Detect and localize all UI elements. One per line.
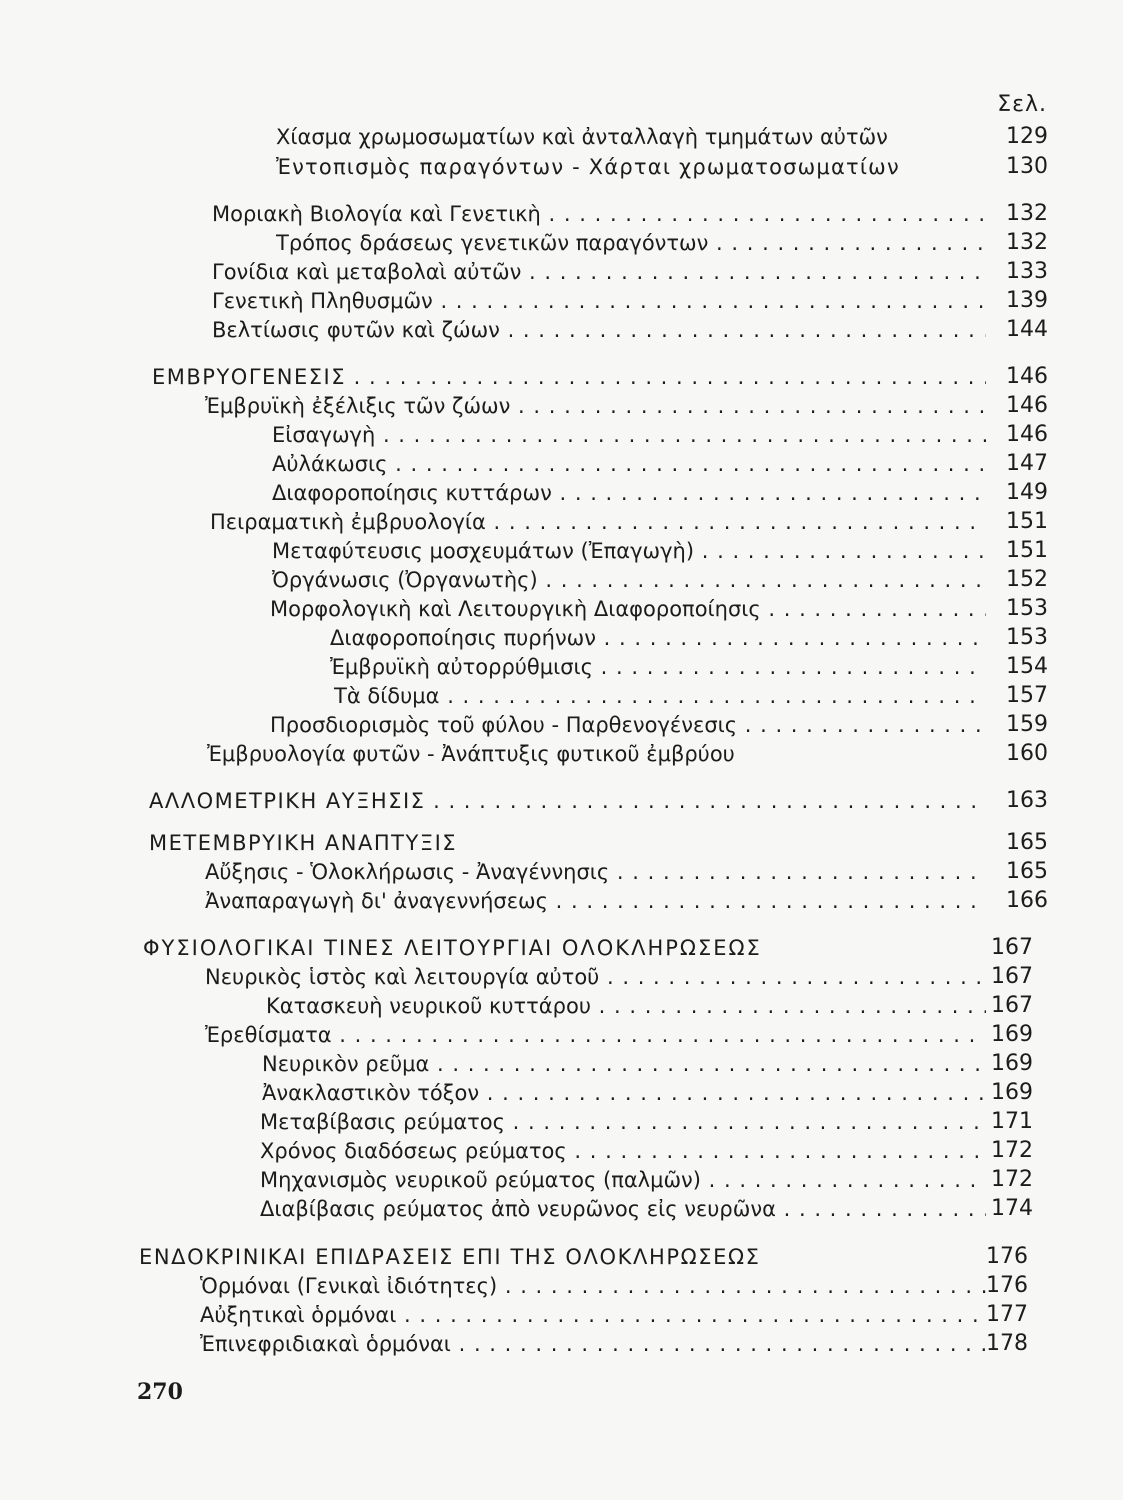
toc-entry-title: Κατασκευὴ νευρικοῦ κυττάρου . . . bbox=[266, 991, 986, 1021]
toc-entry bbox=[0, 991, 1123, 1021]
toc-entry bbox=[0, 507, 1123, 537]
toc-entry-title: Ὁρμόναι (Γενικαὶ ἰδιότητες) . . . bbox=[200, 1271, 986, 1301]
toc-section-title: ΕΝΔΟΚΡΙΝΙΚΑΙ ΕΠΙΔΡΑΣΕΙΣ ΕΠΙ ΤΗΣ ΟΛΟΚΛΗΡΩΣΕΩΣ bbox=[139, 1245, 761, 1269]
toc-entry-page: 151 bbox=[1006, 509, 1048, 534]
toc-entry-page: 144 bbox=[1006, 317, 1048, 342]
toc-entry-title: Αὐλάκωσις . . . bbox=[272, 449, 986, 479]
toc-entry-title: Διαφοροποίησις πυρήνων . . . bbox=[330, 623, 986, 653]
toc-entry-page: 146 bbox=[1006, 422, 1048, 447]
toc-entry-page: 154 bbox=[1006, 654, 1048, 679]
toc-entry-page: 176 bbox=[986, 1244, 1028, 1269]
toc-entry-page: 133 bbox=[1006, 259, 1048, 284]
toc-entry bbox=[0, 652, 1123, 682]
toc-entry-title: Ἐμβρυϊκὴ αὐτορρύθμισις . . . bbox=[330, 652, 986, 682]
toc-entry-page: 172 bbox=[991, 1167, 1033, 1192]
toc-entry-page: 132 bbox=[1006, 201, 1048, 226]
toc-entry bbox=[0, 1165, 1123, 1195]
toc-entry bbox=[0, 1329, 1123, 1359]
page-number: 270 bbox=[137, 1379, 183, 1405]
toc-entry bbox=[0, 449, 1123, 479]
toc-entry-page: 165 bbox=[1006, 830, 1048, 855]
toc-entry-title: Μηχανισμὸς νευρικοῦ ρεύματος (παλμῶν) . . . bbox=[260, 1165, 986, 1195]
toc-section bbox=[0, 828, 1123, 858]
toc-entry-title: Εἰσαγωγὴ . . . bbox=[272, 420, 986, 450]
toc-entry-page: 160 bbox=[1006, 741, 1048, 766]
toc-entry-page: 146 bbox=[1006, 393, 1048, 418]
toc-entry-title: Ἐμβρυολογία φυτῶν - Ἀνάπτυξις φυτικοῦ ἐμβρύου bbox=[207, 742, 735, 766]
toc-entry-title: Τρόπος δράσεως γενετικῶν παραγόντων . . . bbox=[276, 228, 986, 258]
toc-entry-page: 178 bbox=[986, 1331, 1028, 1356]
toc-section-title: ΑΛΛΟΜΕΤΡΙΚΗ ΑΥΞΗΣΙΣ . . . bbox=[149, 786, 986, 816]
toc-entry-page: 153 bbox=[1006, 625, 1048, 650]
page-column-label: Σελ. bbox=[997, 92, 1047, 117]
toc-entry-title: Αὔξησις - Ὁλοκλήρωσις - Ἀναγέννησις . . . bbox=[205, 857, 986, 887]
toc-entry bbox=[0, 1078, 1123, 1108]
toc-entry bbox=[0, 710, 1123, 740]
toc-entry-title: Βελτίωσις φυτῶν καὶ ζώων . . . bbox=[212, 315, 986, 345]
toc-entry-page: 176 bbox=[986, 1273, 1028, 1298]
toc-entry-title: Χίασμα χρωμοσωματίων καὶ ἀνταλλαγὴ τμημάτων αὐτῶν bbox=[276, 125, 888, 149]
toc-entry-title: Προσδιορισμὸς τοῦ φύλου - Παρθενογένεσις . . . bbox=[270, 710, 986, 740]
toc-entry-page: 169 bbox=[991, 1022, 1033, 1047]
toc-entry bbox=[0, 478, 1123, 508]
toc-entry bbox=[0, 315, 1123, 345]
toc-entry-page: 169 bbox=[991, 1051, 1033, 1076]
toc-entry bbox=[0, 199, 1123, 229]
toc-entry-title: Μοριακὴ Βιολογία καὶ Γενετικὴ . . . bbox=[212, 199, 986, 229]
toc-entry-page: 132 bbox=[1006, 230, 1048, 255]
toc-entry-title: Γονίδια καὶ μεταβολαὶ αὐτῶν . . . bbox=[212, 257, 986, 287]
toc-entry-title: Ἐντοπισμὸς παραγόντων - Χάρται χρωματοσωματίων bbox=[276, 155, 900, 179]
toc-section-title: ΦΥΣΙΟΛΟΓΙΚΑΙ ΤΙΝΕΣ ΛΕΙΤΟΥΡΓΙΑΙ ΟΛΟΚΛΗΡΩΣΕΩΣ bbox=[143, 936, 762, 960]
toc-entry-title: Νευρικὸς ἱστὸς καὶ λειτουργία αὐτοῦ . . . bbox=[205, 962, 986, 992]
toc-entry-title: Διαβίβασις ρεύματος ἀπὸ νευρῶνος εἰς νευρῶνα . . . bbox=[260, 1194, 986, 1224]
toc-entry-page: 167 bbox=[991, 993, 1033, 1018]
toc-entry bbox=[0, 536, 1123, 566]
toc-entry-page: 157 bbox=[1006, 683, 1048, 708]
toc-entry-title: Ὀργάνωσις (Ὀργανωτὴς) . . . bbox=[272, 565, 986, 595]
toc-section bbox=[0, 362, 1123, 392]
toc-entry-title: Χρόνος διαδόσεως ρεύματος . . . bbox=[260, 1136, 986, 1166]
toc-entry bbox=[0, 257, 1123, 287]
toc-entry-page: 159 bbox=[1006, 712, 1048, 737]
toc-section-title: ΕΜΒΡΥΟΓΕΝΕΣΙΣ . . . bbox=[152, 362, 986, 392]
toc-entry-title: Αὐξητικαὶ ὁρμόναι . . . bbox=[200, 1300, 986, 1330]
toc-section-title: ΜΕΤΕΜΒΡΥΙΚΗ ΑΝΑΠΤΥΞΙΣ bbox=[149, 831, 458, 855]
toc-entry bbox=[0, 623, 1123, 653]
toc-entry-title: Μεταφύτευσις μοσχευμάτων (Ἐπαγωγὴ) . . . bbox=[272, 536, 986, 566]
toc-entry-page: 171 bbox=[991, 1109, 1033, 1134]
toc-entry-title: Πειραματικὴ ἐμβρυολογία . . . bbox=[210, 507, 986, 537]
toc-entry bbox=[0, 1194, 1123, 1224]
toc-entry bbox=[0, 1049, 1123, 1079]
toc-entry bbox=[0, 1136, 1123, 1166]
toc-entry bbox=[0, 739, 1123, 769]
toc-entry-page: 146 bbox=[1006, 364, 1048, 389]
toc-entry-page: 149 bbox=[1006, 480, 1048, 505]
toc-entry-page: 167 bbox=[991, 935, 1033, 960]
toc-entry bbox=[0, 391, 1123, 421]
toc-entry bbox=[0, 1020, 1123, 1050]
toc-entry-page: 174 bbox=[991, 1196, 1033, 1221]
toc-entry bbox=[0, 1300, 1123, 1330]
toc-entry bbox=[0, 228, 1123, 258]
toc-entry bbox=[0, 1107, 1123, 1137]
toc-entry-title: Τὰ δίδυμα . . . bbox=[334, 681, 986, 711]
toc-entry-page: 172 bbox=[991, 1138, 1033, 1163]
toc-entry-page: 151 bbox=[1006, 538, 1048, 563]
toc-entry-title: Ἐπινεφριδιακαὶ ὁρμόναι . . . bbox=[200, 1329, 986, 1359]
toc-entry bbox=[0, 857, 1123, 887]
toc-entry-page: 130 bbox=[1006, 154, 1048, 179]
toc-entry-title: Ἐμβρυϊκὴ ἐξέλιξις τῶν ζώων . . . bbox=[205, 391, 986, 421]
toc-section bbox=[0, 933, 1123, 963]
toc-entry-page: 129 bbox=[1006, 124, 1048, 149]
toc-entry bbox=[0, 962, 1123, 992]
toc-entry bbox=[0, 420, 1123, 450]
toc-entry-title: Ἀναπαραγωγὴ δι' ἀναγεννήσεως . . . bbox=[205, 886, 986, 916]
toc-entry-title: Ἀνακλαστικὸν τόξον . . . bbox=[262, 1078, 986, 1108]
toc-entry-page: 153 bbox=[1006, 596, 1048, 621]
toc-entry bbox=[0, 681, 1123, 711]
toc-entry bbox=[0, 565, 1123, 595]
toc-entry-title: Γενετικὴ Πληθυσμῶν . . . bbox=[212, 286, 986, 316]
toc-entry-title: Μεταβίβασις ρεύματος . . . bbox=[260, 1107, 986, 1137]
toc-entry-page: 167 bbox=[991, 964, 1033, 989]
toc-entry-page: 152 bbox=[1006, 567, 1048, 592]
toc-entry-page: 166 bbox=[1006, 888, 1048, 913]
toc-entry bbox=[0, 1271, 1123, 1301]
toc-section bbox=[0, 1242, 1123, 1272]
toc-entry-page: 177 bbox=[986, 1302, 1028, 1327]
toc-entry bbox=[0, 886, 1123, 916]
toc-entry-title: Μορφολογικὴ καὶ Λειτουργικὴ Διαφοροποίησις . . . bbox=[270, 594, 986, 624]
toc-entry bbox=[0, 152, 1123, 182]
toc-entry bbox=[0, 594, 1123, 624]
toc-section bbox=[0, 786, 1123, 816]
toc-entry-page: 139 bbox=[1006, 288, 1048, 313]
toc-entry-page: 165 bbox=[1006, 859, 1048, 884]
toc-entry-page: 169 bbox=[991, 1080, 1033, 1105]
toc-entry-page: 163 bbox=[1006, 788, 1048, 813]
toc-entry bbox=[0, 286, 1123, 316]
toc-entry bbox=[0, 122, 1123, 152]
toc-entry-title: Ἐρεθίσματα . . . bbox=[205, 1020, 986, 1050]
toc-entry-title: Νευρικὸν ρεῦμα . . . bbox=[262, 1049, 986, 1079]
toc-entry-title: Διαφοροποίησις κυττάρων . . . bbox=[272, 478, 986, 508]
toc-entry-page: 147 bbox=[1006, 451, 1048, 476]
